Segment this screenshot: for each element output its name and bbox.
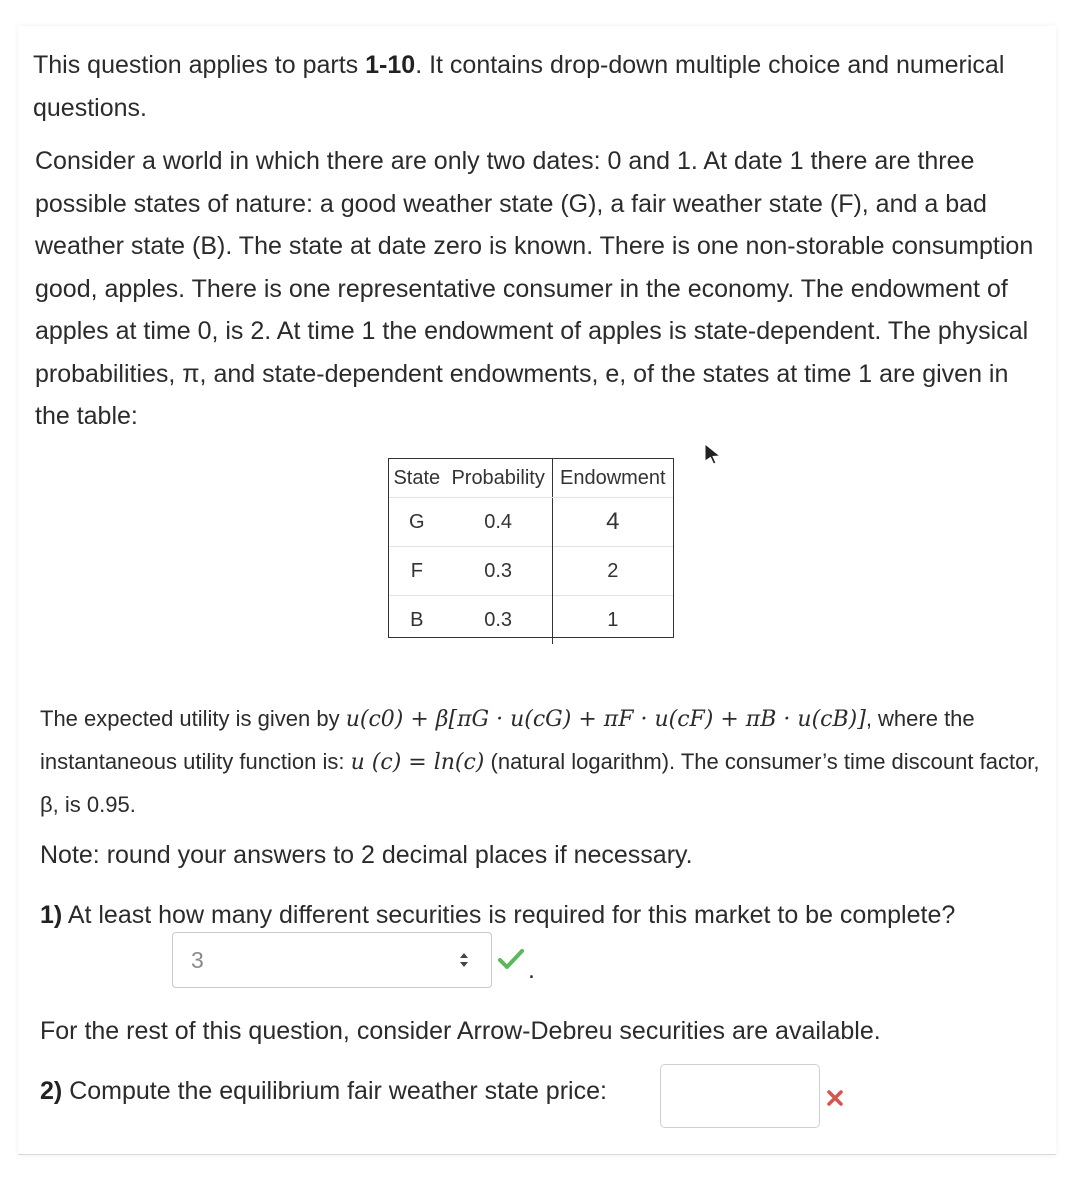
utility-paragraph: The expected utility is given by u(c0) + β[πG · u(cG) + πF · u(cF) + πB · u(cB)], where the instantaneous utility function is: u (c) = ln(c) (natural logarithm). The consumer’s time discount factor, β, is 0.95. xyxy=(40,706,1040,817)
mouse-pointer-icon xyxy=(702,442,724,466)
table-header-state: State xyxy=(389,459,445,498)
arrow-debreu-note: For the rest of this question, consider Arrow-Debreu securities are available. xyxy=(40,1017,881,1045)
table-row xyxy=(389,596,673,645)
selected-value: 3 xyxy=(191,947,204,973)
states-table xyxy=(388,458,674,638)
endowment-cell: 1 xyxy=(552,596,673,645)
table-row xyxy=(389,498,673,547)
question-2-number: 2) xyxy=(40,1077,63,1105)
probability-cell: 0.4 xyxy=(484,510,513,533)
question-card xyxy=(18,26,1056,1155)
table-header-probability: Probability xyxy=(445,459,552,498)
question-1-number: 1) xyxy=(40,901,63,929)
probability-cell: 0.3 xyxy=(445,547,552,596)
incorrect-x-icon xyxy=(826,1089,844,1107)
intro-range: 1-10 xyxy=(365,51,416,79)
select-arrows-icon xyxy=(459,952,469,968)
question-2-text: 2) Compute the equilibrium fair weather state price: xyxy=(40,1077,607,1105)
probability-cell: 0.3 xyxy=(445,596,552,645)
endowment-cell: 4 xyxy=(552,498,673,547)
table-header-endowment: Endowment xyxy=(552,459,673,498)
rounding-note: Note: round your answers to 2 decimal places if necessary. xyxy=(40,841,693,869)
utility-function-formula: u (c) = ln(c) xyxy=(350,750,485,775)
state-cell: G xyxy=(409,510,425,533)
intro-paragraph: This question applies to parts 1-10. It contains drop-down multiple choice and numerical questions. xyxy=(33,51,1005,122)
state-cell: B xyxy=(389,596,445,645)
table-row xyxy=(389,547,673,596)
endowment-cell: 2 xyxy=(552,547,673,596)
expected-utility-formula: u(c0) + β[πG · u(cG) + πF · u(cF) + πB · u(cB)] xyxy=(345,707,866,732)
state-cell: F xyxy=(389,547,445,596)
fair-state-price-input[interactable] xyxy=(660,1064,820,1128)
securities-count-select[interactable] xyxy=(172,932,492,988)
question-1-period: . xyxy=(528,956,535,984)
question-1-text: 1) At least how many different securities is required for this market to be complete? xyxy=(40,901,956,929)
correct-check-icon xyxy=(498,948,524,970)
context-paragraph: Consider a world in which there are only two dates: 0 and 1. At date 1 there are three possible states of nature: a good weather state (G), a fair weather state (F), and a bad weather state (B). The state at date zero is known. There is one non-storable consumption good, apples. There is one representative consumer in the economy. The endowment of apples at time 0, is 2. At time 1 the endowment of apples is state-dependent. The physical probabilities, π, and state-dependent endowments, e, of the states at time 1 are given in the table: xyxy=(35,147,1034,430)
